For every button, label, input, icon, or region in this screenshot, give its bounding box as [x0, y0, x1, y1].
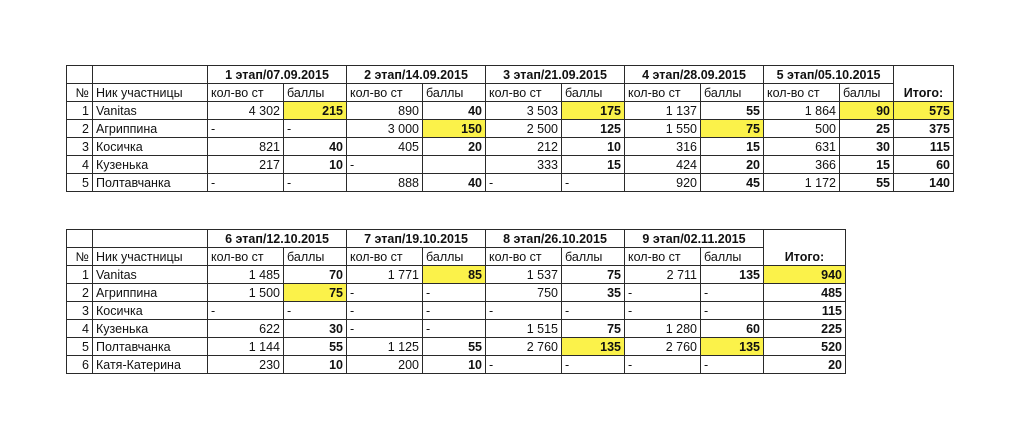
stage-header: 9 этап/02.11.2015: [625, 230, 764, 248]
number-column-header: №: [67, 84, 93, 102]
stage-quantity: 1 144: [208, 338, 284, 356]
stage-quantity: 1 137: [625, 102, 701, 120]
row-total: 575: [894, 102, 954, 120]
participant-row: [67, 320, 846, 338]
stage-points: 15: [840, 156, 894, 174]
stage-points: 85: [423, 266, 486, 284]
stage-points: -: [423, 284, 486, 302]
stage-quantity: 424: [625, 156, 701, 174]
stage-header: 3 этап/21.09.2015: [486, 66, 625, 84]
stage-points: 55: [423, 338, 486, 356]
stage-points: 150: [423, 120, 486, 138]
header-row-columns: [67, 84, 954, 102]
stage-quantity: -: [347, 302, 423, 320]
stage-points: 55: [284, 338, 347, 356]
stage-quantity: 3 503: [486, 102, 562, 120]
header-nick-cell-top: [93, 230, 208, 248]
participant-row: [67, 102, 954, 120]
stage-points: 75: [701, 120, 764, 138]
table-body: [67, 266, 846, 374]
total-header: Итого:: [764, 230, 846, 266]
table-header: [67, 66, 954, 102]
header-row-stages: [67, 230, 846, 248]
qty-column-header: кол-во ст: [208, 84, 284, 102]
stage-quantity: 1 485: [208, 266, 284, 284]
stage-quantity: 1 537: [486, 266, 562, 284]
stage-points: 75: [562, 266, 625, 284]
stage-quantity: -: [347, 320, 423, 338]
stage-quantity: 200: [347, 356, 423, 374]
stage-quantity: -: [486, 174, 562, 192]
points-column-header: баллы: [701, 84, 764, 102]
row-number: 4: [67, 320, 93, 338]
stage-points: 45: [701, 174, 764, 192]
stage-quantity: 890: [347, 102, 423, 120]
stage-points: 215: [284, 102, 347, 120]
participant-row: [67, 138, 954, 156]
qty-column-header: кол-во ст: [347, 248, 423, 266]
stage-quantity: 888: [347, 174, 423, 192]
stage-quantity: -: [625, 302, 701, 320]
stage-quantity: -: [486, 356, 562, 374]
stage-points: 40: [423, 102, 486, 120]
stage-quantity: 2 711: [625, 266, 701, 284]
stage-quantity: 405: [347, 138, 423, 156]
participant-nickname: Vanitas: [93, 102, 208, 120]
stage-points: 75: [284, 284, 347, 302]
number-column-header: №: [67, 248, 93, 266]
stage-points: 40: [284, 138, 347, 156]
stage-points: 60: [701, 320, 764, 338]
participant-row: [67, 338, 846, 356]
row-total: 520: [764, 338, 846, 356]
results-table-stages-1-5: [66, 65, 954, 192]
header-no-cell-top: [67, 66, 93, 84]
stage-quantity: -: [486, 302, 562, 320]
stage-points: 10: [284, 156, 347, 174]
row-number: 1: [67, 102, 93, 120]
qty-column-header: кол-во ст: [486, 84, 562, 102]
stage-quantity: -: [208, 302, 284, 320]
stage-points: 175: [562, 102, 625, 120]
stage-points: 15: [562, 156, 625, 174]
qty-column-header: кол-во ст: [208, 248, 284, 266]
points-column-header: баллы: [701, 248, 764, 266]
stage-points: 70: [284, 266, 347, 284]
points-column-header: баллы: [562, 248, 625, 266]
stage-points: [423, 156, 486, 174]
stage-quantity: 333: [486, 156, 562, 174]
stage-points: 10: [562, 138, 625, 156]
stage-quantity: 1 864: [764, 102, 840, 120]
participant-nickname: Полтавчанка: [93, 338, 208, 356]
participant-nickname: Кузенька: [93, 320, 208, 338]
row-number: 3: [67, 138, 93, 156]
stage-quantity: -: [208, 174, 284, 192]
stage-points: 15: [701, 138, 764, 156]
stage-quantity: -: [347, 156, 423, 174]
stage-header: 4 этап/28.09.2015: [625, 66, 764, 84]
stage-points: 10: [284, 356, 347, 374]
qty-column-header: кол-во ст: [625, 248, 701, 266]
stage-points: 35: [562, 284, 625, 302]
stage-quantity: 2 500: [486, 120, 562, 138]
participant-nickname: Косичка: [93, 138, 208, 156]
stage-points: -: [562, 356, 625, 374]
qty-column-header: кол-во ст: [625, 84, 701, 102]
row-number: 5: [67, 338, 93, 356]
stage-points: -: [562, 174, 625, 192]
stage-points: 10: [423, 356, 486, 374]
stage-points: -: [562, 302, 625, 320]
stage-quantity: 750: [486, 284, 562, 302]
participant-row: [67, 174, 954, 192]
stage-quantity: 1 125: [347, 338, 423, 356]
participant-row: [67, 284, 846, 302]
stage-points: 30: [840, 138, 894, 156]
stage-header: 2 этап/14.09.2015: [347, 66, 486, 84]
stage-points: 135: [701, 338, 764, 356]
stage-quantity: 366: [764, 156, 840, 174]
participant-row: [67, 120, 954, 138]
points-column-header: баллы: [284, 248, 347, 266]
stage-points: 55: [701, 102, 764, 120]
stage-quantity: 2 760: [625, 338, 701, 356]
participant-nickname: Агриппина: [93, 284, 208, 302]
stage-header: 1 этап/07.09.2015: [208, 66, 347, 84]
row-number: 1: [67, 266, 93, 284]
stage-points: -: [701, 284, 764, 302]
total-header: Итого:: [894, 66, 954, 102]
stage-points: -: [284, 120, 347, 138]
stage-points: 125: [562, 120, 625, 138]
stage-quantity: -: [208, 120, 284, 138]
stage-quantity: 1 172: [764, 174, 840, 192]
row-total: 60: [894, 156, 954, 174]
stage-quantity: 2 760: [486, 338, 562, 356]
stage-points: -: [284, 302, 347, 320]
qty-column-header: кол-во ст: [347, 84, 423, 102]
table-body: [67, 102, 954, 192]
participant-row: [67, 302, 846, 320]
stage-points: -: [701, 302, 764, 320]
participant-nickname: Кузенька: [93, 156, 208, 174]
row-number: 6: [67, 356, 93, 374]
row-number: 2: [67, 284, 93, 302]
stage-header: 7 этап/19.10.2015: [347, 230, 486, 248]
row-total: 225: [764, 320, 846, 338]
points-column-header: баллы: [284, 84, 347, 102]
row-number: 5: [67, 174, 93, 192]
participant-row: [67, 266, 846, 284]
stage-points: 25: [840, 120, 894, 138]
stage-quantity: 622: [208, 320, 284, 338]
participant-nickname: Полтавчанка: [93, 174, 208, 192]
row-total: 115: [894, 138, 954, 156]
participant-nickname: Косичка: [93, 302, 208, 320]
nickname-column-header: Ник участницы: [93, 84, 208, 102]
participant-nickname: Vanitas: [93, 266, 208, 284]
header-nick-cell-top: [93, 66, 208, 84]
stage-quantity: 230: [208, 356, 284, 374]
header-row-stages: [67, 66, 954, 84]
stage-points: -: [423, 320, 486, 338]
row-total: 20: [764, 356, 846, 374]
stage-quantity: 1 550: [625, 120, 701, 138]
points-column-header: баллы: [423, 84, 486, 102]
results-table-stages-6-9: [66, 229, 846, 374]
row-total: 485: [764, 284, 846, 302]
stage-header: 8 этап/26.10.2015: [486, 230, 625, 248]
qty-column-header: кол-во ст: [486, 248, 562, 266]
stage-points: 20: [423, 138, 486, 156]
participant-row: [67, 156, 954, 174]
header-row-columns: [67, 248, 846, 266]
stage-points: 55: [840, 174, 894, 192]
stage-points: -: [284, 174, 347, 192]
row-number: 3: [67, 302, 93, 320]
stage-points: 20: [701, 156, 764, 174]
stage-points: 30: [284, 320, 347, 338]
stage-quantity: 4 302: [208, 102, 284, 120]
stage-quantity: 631: [764, 138, 840, 156]
stage-quantity: 1 500: [208, 284, 284, 302]
stage-quantity: -: [347, 284, 423, 302]
stage-points: 135: [701, 266, 764, 284]
row-number: 2: [67, 120, 93, 138]
stage-points: 135: [562, 338, 625, 356]
points-column-header: баллы: [562, 84, 625, 102]
row-number: 4: [67, 156, 93, 174]
stage-quantity: 920: [625, 174, 701, 192]
header-no-cell-top: [67, 230, 93, 248]
stage-quantity: 821: [208, 138, 284, 156]
stage-quantity: 316: [625, 138, 701, 156]
participant-nickname: Агриппина: [93, 120, 208, 138]
row-total: 140: [894, 174, 954, 192]
row-total: 375: [894, 120, 954, 138]
table-header: [67, 230, 846, 266]
nickname-column-header: Ник участницы: [93, 248, 208, 266]
stage-points: -: [701, 356, 764, 374]
stage-quantity: 3 000: [347, 120, 423, 138]
stage-points: 90: [840, 102, 894, 120]
row-total: 940: [764, 266, 846, 284]
stage-quantity: 1 280: [625, 320, 701, 338]
stage-points: 75: [562, 320, 625, 338]
stage-quantity: -: [625, 284, 701, 302]
stage-header: 6 этап/12.10.2015: [208, 230, 347, 248]
row-total: 115: [764, 302, 846, 320]
qty-column-header: кол-во ст: [764, 84, 840, 102]
points-column-header: баллы: [840, 84, 894, 102]
stage-quantity: 500: [764, 120, 840, 138]
stage-quantity: 217: [208, 156, 284, 174]
stage-quantity: 212: [486, 138, 562, 156]
stage-points: 40: [423, 174, 486, 192]
stage-quantity: -: [625, 356, 701, 374]
stage-header: 5 этап/05.10.2015: [764, 66, 894, 84]
participant-nickname: Катя-Катерина: [93, 356, 208, 374]
points-column-header: баллы: [423, 248, 486, 266]
stage-quantity: 1 771: [347, 266, 423, 284]
stage-points: -: [423, 302, 486, 320]
participant-row: [67, 356, 846, 374]
stage-quantity: 1 515: [486, 320, 562, 338]
